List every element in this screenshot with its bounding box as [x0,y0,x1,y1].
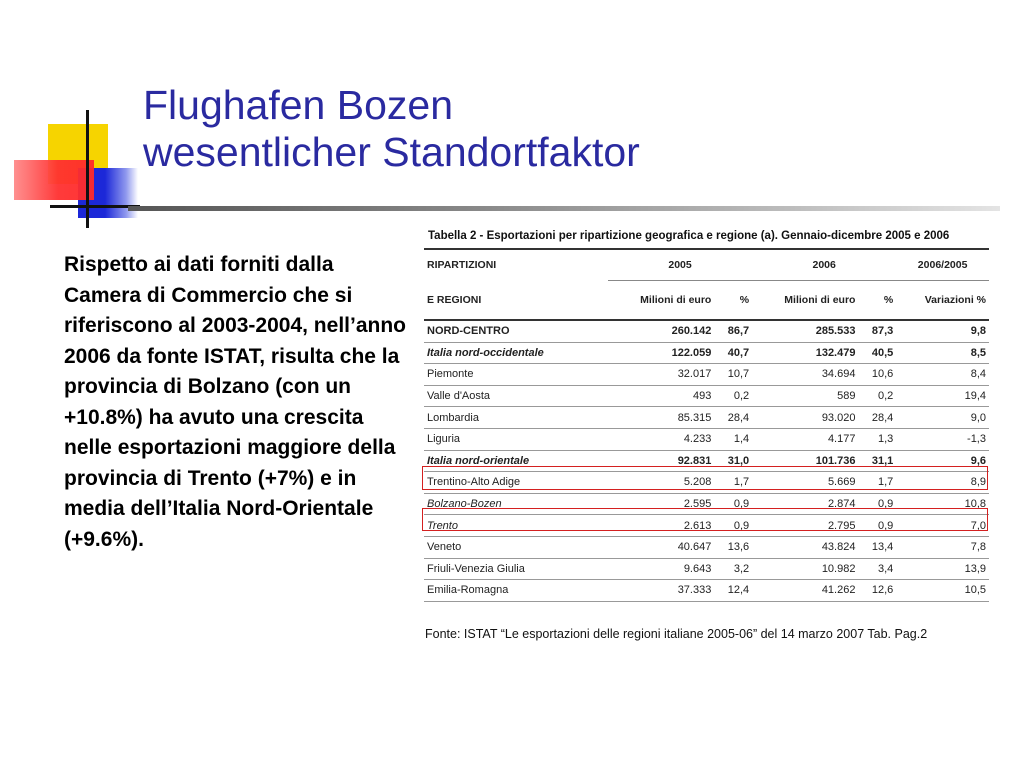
exports-table-figure [424,230,989,602]
pct-2006-cell: 0,9 [858,515,896,537]
pct-2005-cell: 0,9 [714,515,752,537]
pct-2005-cell: 40,7 [714,342,752,364]
value-2005-cell: 493 [608,385,714,407]
header-mil-2006: Milioni di euro [784,294,856,306]
pct-2005-cell: 0,2 [714,385,752,407]
body-paragraph: Rispetto ai dati forniti dalla Camera di Commercio che si riferiscono al 2003-2004, nell’anno 2006 da fonte ISTAT, risulta che la provincia di Bolzano (con un +10.8%) ha avuto una crescita nelle esportazioni maggiore della provincia di Trento (+7%) e in media dell’Italia Nord-Orientale (+9.6%). [64,253,406,551]
region-cell: Italia nord-orientale [424,450,608,472]
region-cell: Valle d'Aosta [424,385,608,407]
value-2006-cell: 285.533 [752,320,858,342]
value-2005-cell: 32.017 [608,364,714,386]
pct-2006-cell: 31,1 [858,450,896,472]
variation-cell: 9,0 [896,407,989,429]
header-year-2006: 2006 [752,250,896,281]
pct-2005-cell: 13,6 [714,536,752,558]
table-row [424,536,989,558]
variation-cell: 7,8 [896,536,989,558]
value-2005-cell: 122.059 [608,342,714,364]
variation-cell: 8,4 [896,364,989,386]
header-pct-2005: % [739,294,750,306]
value-2006-cell: 2.795 [752,515,858,537]
pct-2005-cell: 1,4 [714,428,752,450]
value-2006-cell: 101.736 [752,450,858,472]
value-2006-cell: 10.982 [752,558,858,580]
title-line-1: Flughafen Bozen [143,82,454,128]
pct-2006-cell: 13,4 [858,536,896,558]
header-mil-2005: Milioni di euro [640,294,712,306]
pct-2005-cell: 86,7 [714,320,752,342]
region-cell: Trento [424,515,608,537]
value-2005-cell: 2.595 [608,493,714,515]
header-pct-2006: % [883,294,894,306]
variation-cell: 8,5 [896,342,989,364]
header-year-change: 2006/2005 [896,250,989,281]
table-row [424,364,989,386]
value-2006-cell: 41.262 [752,580,858,602]
value-2006-cell: 132.479 [752,342,858,364]
variation-cell: 19,4 [896,385,989,407]
pct-2006-cell: 0,9 [858,493,896,515]
value-2005-cell: 92.831 [608,450,714,472]
title-line-2: wesentlicher Standortfaktor [143,129,640,175]
variation-cell: 8,9 [896,472,989,494]
pct-2005-cell: 12,4 [714,580,752,602]
header-region-2: E REGIONI [427,293,482,306]
pct-2006-cell: 12,6 [858,580,896,602]
value-2005-cell: 260.142 [608,320,714,342]
region-cell: Lombardia [424,407,608,429]
table-row [424,385,989,407]
title-underline-rule [128,206,1000,211]
table-row [424,558,989,580]
pct-2005-cell: 0,9 [714,493,752,515]
variation-cell: 7,0 [896,515,989,537]
value-2006-cell: 5.669 [752,472,858,494]
logo-vertical-line [86,110,89,228]
region-cell: Emilia-Romagna [424,580,608,602]
value-2005-cell: 2.613 [608,515,714,537]
table-caption: Tabella 2 - Esportazioni per ripartizione geografica e regione (a). Gennaio-dicembre 2005 e 2006 [428,230,950,242]
variation-cell: 10,5 [896,580,989,602]
pct-2006-cell: 1,7 [858,472,896,494]
value-2005-cell: 85.315 [608,407,714,429]
header-year-2005: 2005 [608,250,752,281]
region-cell: Liguria [424,428,608,450]
pct-2006-cell: 28,4 [858,407,896,429]
pct-2006-cell: 3,4 [858,558,896,580]
pct-2006-cell: 1,3 [858,428,896,450]
region-cell: Friuli-Venezia Giulia [424,558,608,580]
variation-cell: 9,8 [896,320,989,342]
variation-cell: 10,8 [896,493,989,515]
pct-2005-cell: 10,7 [714,364,752,386]
value-2005-cell: 9.643 [608,558,714,580]
slide-title [143,82,640,176]
table-row [424,580,989,602]
region-cell: NORD-CENTRO [424,320,608,342]
value-2005-cell: 37.333 [608,580,714,602]
pct-2006-cell: 10,6 [858,364,896,386]
logo-red-square [14,160,94,200]
value-2006-cell: 2.874 [752,493,858,515]
region-cell: Italia nord-occidentale [424,342,608,364]
table-row [424,342,989,364]
table-row [424,320,989,342]
highlight-nord-orientale [422,466,988,490]
header-variation: Variazioni % [924,294,986,306]
value-2006-cell: 4.177 [752,428,858,450]
pct-2005-cell: 3,2 [714,558,752,580]
value-2005-cell: 5.208 [608,472,714,494]
highlight-bolzano [422,508,988,531]
pct-2006-cell: 0,2 [858,385,896,407]
table-row [424,428,989,450]
region-cell: Veneto [424,536,608,558]
exports-table [424,250,989,602]
region-cell: Piemonte [424,364,608,386]
source-note: Fonte: ISTAT “Le esportazioni delle regioni italiane 2005-06” del 14 marzo 2007 Tab. Pag.2 [425,627,928,641]
pct-2005-cell: 1,7 [714,472,752,494]
value-2006-cell: 589 [752,385,858,407]
value-2006-cell: 43.824 [752,536,858,558]
value-2005-cell: 4.233 [608,428,714,450]
logo-horizontal-line [50,205,140,208]
pct-2005-cell: 28,4 [714,407,752,429]
header-region: RIPARTIZIONI [427,259,497,272]
variation-cell: -1,3 [896,428,989,450]
pct-2006-cell: 40,5 [858,342,896,364]
value-2006-cell: 93.020 [752,407,858,429]
table-row [424,407,989,429]
value-2006-cell: 34.694 [752,364,858,386]
region-cell: Bolzano-Bozen [424,493,608,515]
variation-cell: 9,6 [896,450,989,472]
value-2005-cell: 40.647 [608,536,714,558]
region-cell: Trentino-Alto Adige [424,472,608,494]
pct-2005-cell: 31,0 [714,450,752,472]
pct-2006-cell: 87,3 [858,320,896,342]
variation-cell: 13,9 [896,558,989,580]
